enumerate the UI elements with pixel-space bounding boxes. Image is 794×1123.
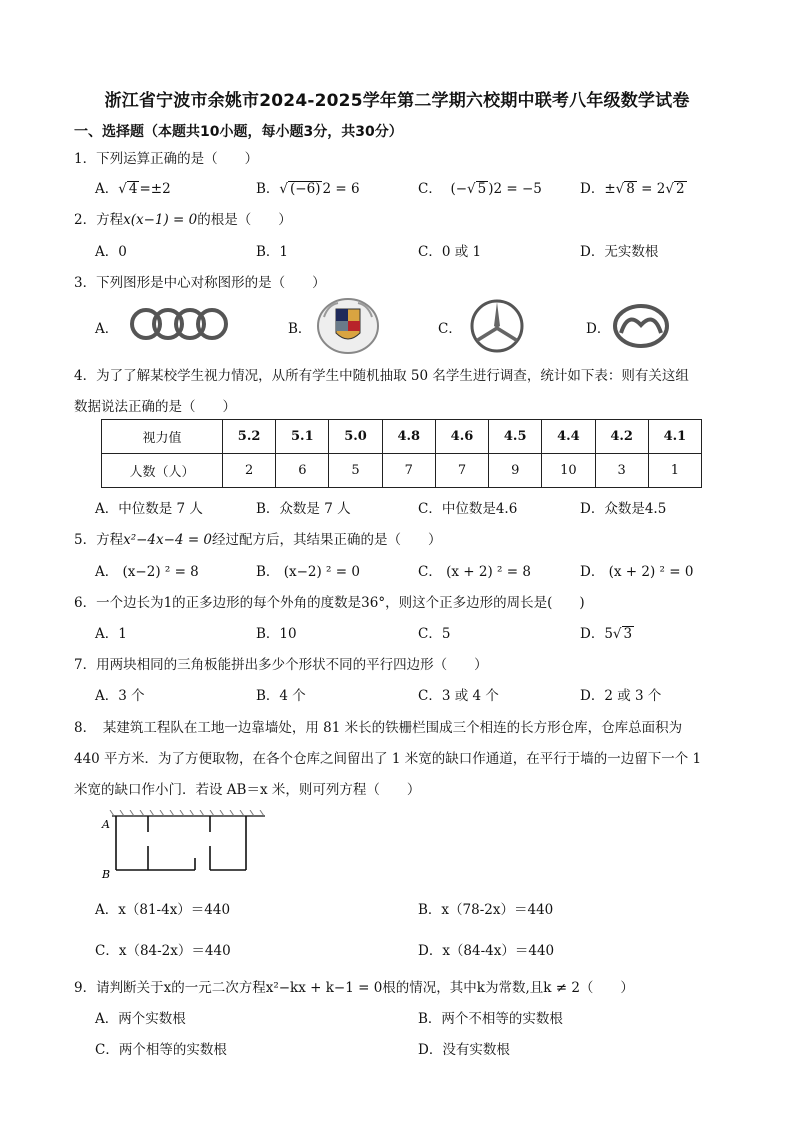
q4-option-a[interactable]: A．中位数是 7 人 (95, 501, 203, 517)
q7-option-c[interactable]: C．3 或 4 个 (418, 688, 499, 704)
q1-option-b[interactable]: B．√ (−6) 2 = 6 (256, 181, 360, 197)
option-text: = 2 (636, 181, 666, 197)
table-cell: 7 (435, 454, 488, 488)
option-text: ± (604, 181, 616, 197)
wing-logo-icon (612, 303, 670, 349)
question-6-stem: 6．一个边长为1的正多边形的每个外角的度数是36°，则这个正多边形的周长是( ) (74, 595, 585, 611)
question-2-stem (74, 208, 292, 228)
question-5-stem (74, 528, 442, 548)
q5-option-a[interactable]: A． (x−2) ² = 8 (95, 564, 199, 580)
question-4-stem-line2: 数据说法正确的是（ ） (74, 399, 236, 415)
table-cell: 5.0 (329, 420, 382, 454)
table-row (102, 454, 702, 488)
warehouse-diagram (100, 810, 270, 882)
q3-option-b[interactable]: B． (288, 321, 312, 337)
table-cell: 6 (276, 454, 329, 488)
q3-option-c[interactable]: C． (438, 321, 462, 337)
three-point-star-logo-icon (469, 298, 525, 354)
point-b-label: B (102, 868, 111, 881)
q4-option-c[interactable]: C．中位数是4.6 (418, 501, 518, 517)
q2-option-a[interactable]: A．0 (95, 244, 127, 260)
table-cell: 2 (223, 454, 276, 488)
table-cell: 9 (489, 454, 542, 488)
radicand: 3 (623, 626, 633, 642)
q5-option-d[interactable]: D． (x + 2) ² = 0 (580, 564, 694, 580)
q2-option-d[interactable]: D．无实数根 (580, 244, 659, 260)
stem-text: 5．方程 (74, 532, 124, 548)
q9-option-b[interactable]: B．两个不相等的实数根 (418, 1011, 563, 1027)
section-heading: 一、选择题（本题共10小题，每小题3分，共30分） (74, 124, 403, 140)
table-cell: 5.1 (276, 420, 329, 454)
radicand: 2 (675, 181, 685, 197)
q2-option-c[interactable]: C．0 或 1 (418, 244, 482, 260)
stem-text: 2．方程 (74, 212, 124, 228)
question-9-stem: 9．请判断关于x的一元二次方程x²−kx + k−1 = 0根的情况，其中k为常数,且k ≠ 2（ ） (74, 980, 634, 996)
q1-option-d[interactable]: D．±√ 8 = 2√ 2 (580, 181, 685, 197)
table-cell: 3 (595, 454, 648, 488)
question-7-stem: 7．用两块相同的三角板能拼出多少个形状不同的平行四边形（ ） (74, 657, 488, 673)
page-title: 浙江省宁波市余姚市2024-2025学年第二学期六校期中联考八年级数学试卷 (104, 91, 690, 111)
radicand: (−6) (290, 181, 321, 197)
table-cell: 5 (329, 454, 382, 488)
table-row (102, 420, 702, 454)
question-3-stem: 3．下列图形是中心对称图形的是（ ） (74, 275, 326, 291)
q9-option-a[interactable]: A．两个实数根 (95, 1011, 186, 1027)
option-label: B． (256, 181, 280, 197)
table-cell: 4.6 (435, 420, 488, 454)
q8-option-a[interactable]: A．x（81-4x）＝440 (95, 902, 231, 918)
q6-option-b[interactable]: B．10 (256, 626, 297, 642)
q9-option-c[interactable]: C．两个相等的实数根 (95, 1042, 227, 1058)
point-a-label: A (102, 818, 110, 831)
equation: x(x−1) = 0 (123, 212, 198, 228)
table-cell: 4.1 (648, 420, 701, 454)
q9-option-d[interactable]: D．没有实数根 (418, 1042, 510, 1058)
q3-option-d[interactable]: D． (586, 321, 611, 337)
question-8-line2: 440 平方米．为了方便取物，在各个仓库之间留出了 1 米宽的缺口作通道，在平行于墙的一边留下一个 1 (74, 751, 702, 767)
question-8-line1: 8． 某建筑工程队在工地一边靠墙处，用 81 米长的铁栅栏围成三个相连的长方形仓库，仓库总面积为 (74, 720, 683, 736)
q6-option-a[interactable]: A．1 (95, 626, 127, 642)
radicand: 4 (128, 181, 138, 197)
radicand: 5 (477, 181, 487, 197)
q8-option-c[interactable]: C．x（84-2x）＝440 (95, 943, 231, 959)
q3-option-a[interactable]: A． (95, 321, 119, 337)
table-cell: 5.2 (223, 420, 276, 454)
q6-option-d[interactable]: D．5√ 3 (580, 626, 633, 642)
four-rings-logo-icon (128, 306, 228, 342)
q1-option-c[interactable]: C． (−√ 5 )2 = −5 (418, 181, 542, 197)
option-text: 2 = 6 (322, 181, 360, 197)
crest-logo-icon (316, 297, 380, 355)
option-label: D． (580, 181, 605, 197)
equation: x²−4x−4 = 0 (123, 532, 213, 548)
q6-option-c[interactable]: C．5 (418, 626, 451, 642)
table-cell: 4.8 (382, 420, 435, 454)
table-cell: 4.4 (542, 420, 595, 454)
q7-option-d[interactable]: D．2 或 3 个 (580, 688, 662, 704)
vision-table (101, 419, 702, 488)
q7-option-a[interactable]: A．3 个 (95, 688, 145, 704)
question-4-stem-line1: 4．为了了解某校学生视力情况，从所有学生中随机抽取 50 名学生进行调查，统计如下表：则有关这组 (74, 368, 689, 384)
table-cell: 4.2 (595, 420, 648, 454)
option-text: D．5 (580, 626, 613, 642)
q5-option-b[interactable]: B． (x−2) ² = 0 (256, 564, 360, 580)
option-text: (− (450, 181, 468, 197)
q7-option-b[interactable]: B．4 个 (256, 688, 306, 704)
option-text: )2 = −5 (488, 181, 542, 197)
table-cell: 4.5 (489, 420, 542, 454)
option-label: A． (95, 181, 119, 197)
question-8-line3: 米宽的缺口作小门．若设 AB＝x 米，则可列方程（ ） (74, 782, 421, 798)
q8-option-d[interactable]: D．x（84-4x）＝440 (418, 943, 555, 959)
q4-option-b[interactable]: B．众数是 7 人 (256, 501, 351, 517)
table-cell: 1 (648, 454, 701, 488)
table-header-cell: 视力值 (102, 420, 223, 454)
stem-text: 经过配方后，其结果正确的是（ ） (212, 532, 442, 548)
q8-option-b[interactable]: B．x（78-2x）＝440 (418, 902, 554, 918)
option-text: =±2 (139, 181, 171, 197)
radicand: 8 (626, 181, 635, 197)
q2-option-b[interactable]: B．1 (256, 244, 289, 260)
option-label: C． (418, 181, 442, 197)
q5-option-c[interactable]: C． (x + 2) ² = 8 (418, 564, 531, 580)
stem-text: 的根是（ ） (197, 212, 292, 228)
question-1-stem: 1．下列运算正确的是（ ） (74, 151, 259, 167)
table-header-cell: 人数（人） (102, 454, 223, 488)
table-cell: 10 (542, 454, 595, 488)
table-cell: 7 (382, 454, 435, 488)
q4-option-d[interactable]: D．众数是4.5 (580, 501, 667, 517)
q1-option-a[interactable]: A．√ 4 =±2 (95, 181, 171, 197)
